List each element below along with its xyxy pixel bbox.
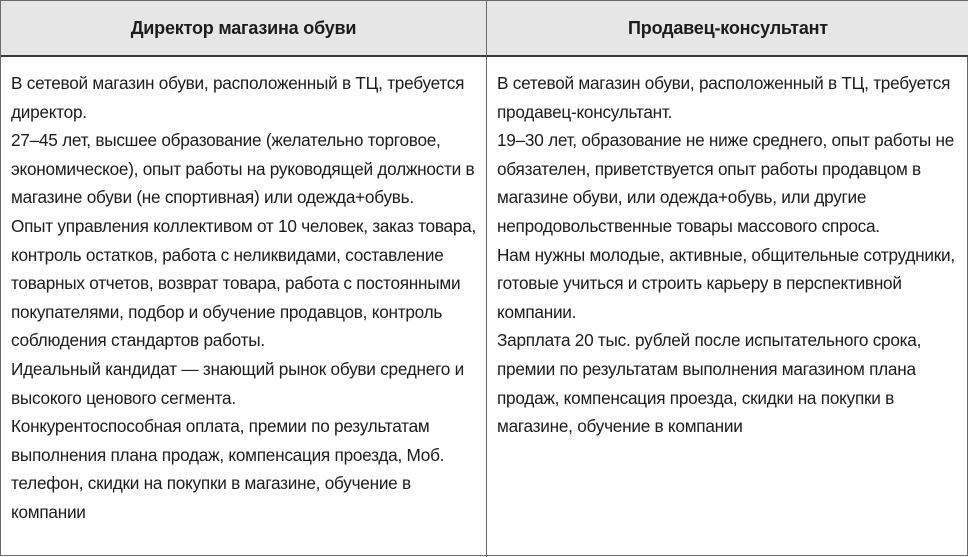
consultant-intro: В сетевой магазин обуви, расположенный в ТЦ, требуется продавец-консультант.: [497, 73, 951, 122]
director-duties: Опыт управления коллективом от 10 человек, заказ товара, контроль остатков, работа с неликвидами, составление товарных отчетов, возврат товара, работа с постоянными покупателями, подбор и обучение продавцов, контроль соблюдения стандартов работы.: [11, 215, 476, 351]
director-ideal-candidate: Идеальный кандидат — знающий рынок обуви среднего и высокого ценового сегмента.: [11, 358, 464, 408]
header-label-store-director: Директор магазина обуви: [130, 17, 357, 38]
director-intro: В сетевой магазин обуви, расположенный в ТЦ, требуется директор.: [11, 73, 465, 122]
header-label-sales-consultant: Продавец-консультант: [628, 17, 828, 38]
consultant-profile: Нам нужны молодые, активные, общительные сотрудники, готовые учиться и строить карьеру в перспективной компании.: [497, 244, 955, 322]
store-director-description: [1, 57, 487, 557]
sales-consultant-description: [487, 57, 968, 557]
header-store-director: [1, 1, 487, 57]
consultant-requirements: 19–30 лет, образование не ниже среднего, опыт работы не обязателен, приветствуется опыт работы продавцом в магазине обуви, или одежда+обувь, или другие непродовольственные товары массового спроса.: [497, 130, 955, 236]
header-sales-consultant: [487, 1, 968, 57]
director-compensation: Конкурентоспособная оплата, премии по результатам выполнения плана продаж, компенсация проезда, Моб. телефон, скидки на покупки в магазине, обучение в компании: [11, 416, 445, 522]
director-requirements: 27–45 лет, высшее образование (желательно торговое, экономическое), опыт работы на руководящей должности в магазине обуви (не спортивная) или одежда+обувь.: [11, 130, 475, 208]
consultant-compensation: Зарплата 20 тыс. рублей после испытательного срока, премии по результатам выполнения магазином плана продаж, компенсация проезда, скидки на покупки в магазине, обучение в компании: [497, 330, 922, 437]
